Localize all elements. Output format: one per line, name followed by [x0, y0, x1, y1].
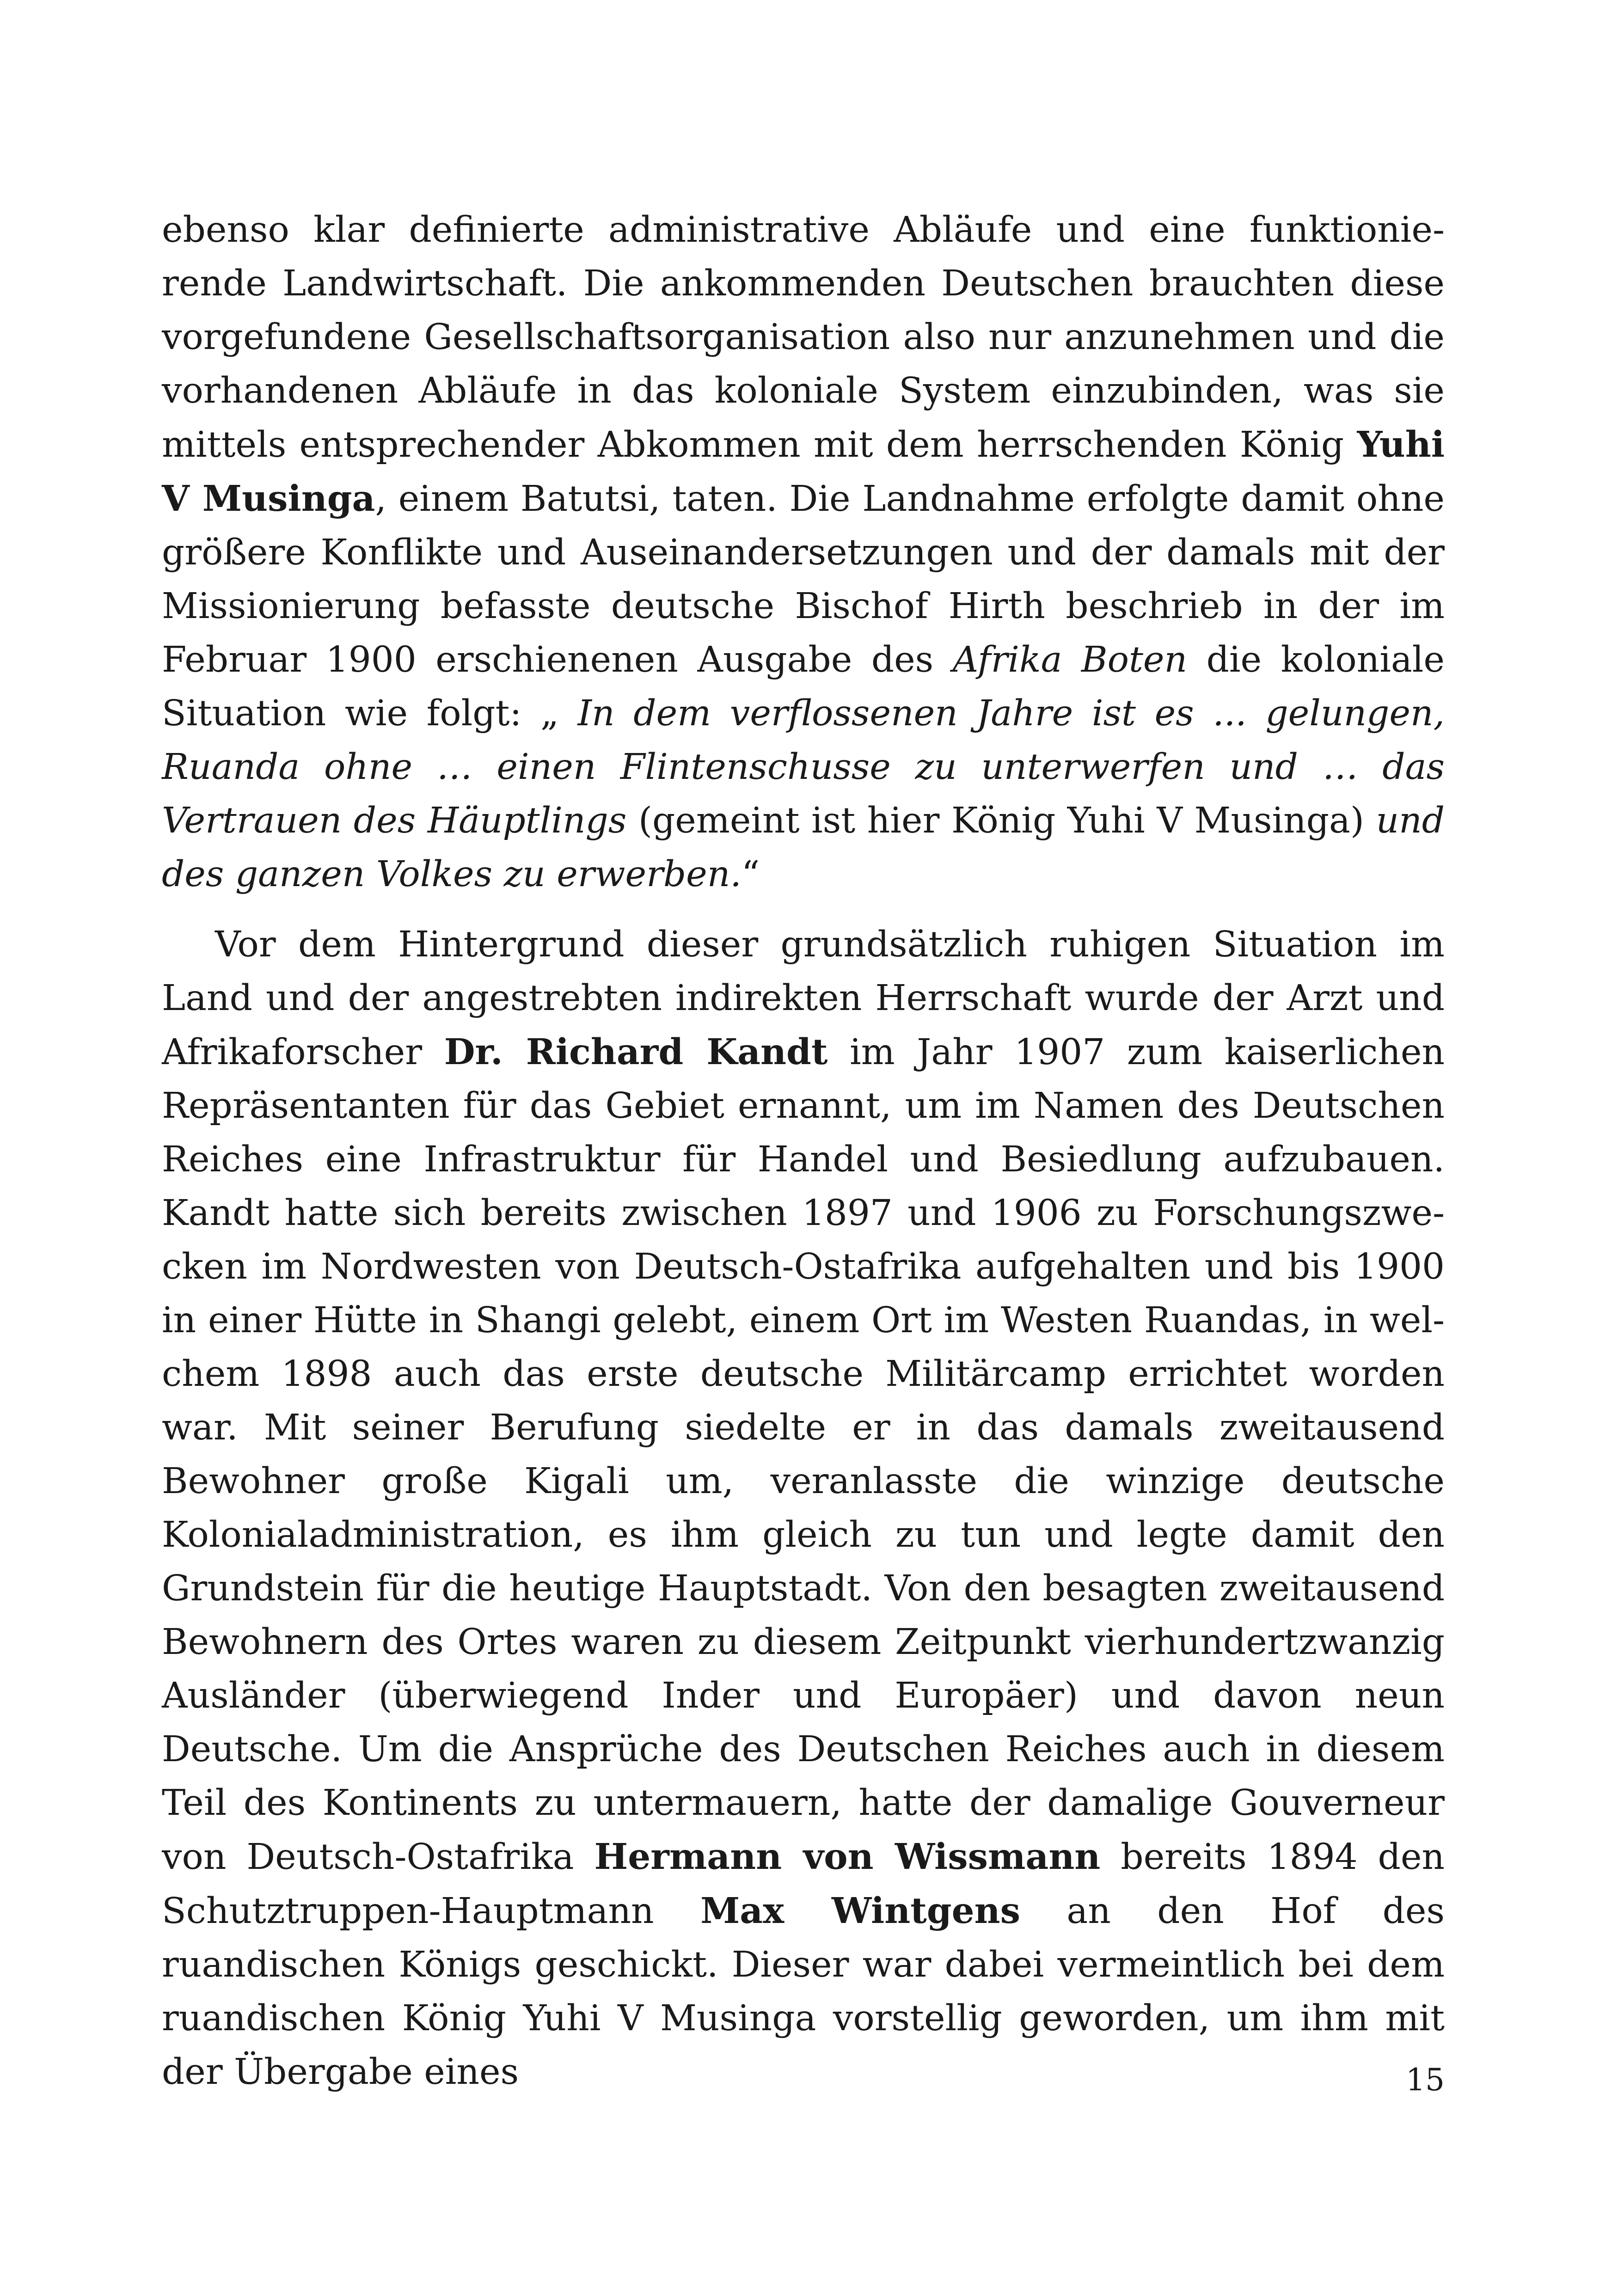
paragraph: [162, 203, 1445, 901]
body-text: [162, 203, 1445, 2099]
bold-name: Max Wintgens: [700, 1890, 1020, 1932]
text-run: (gemeint ist hier König Yuhi V Musinga): [626, 800, 1376, 841]
bold-name: Hermann von Wissmann: [594, 1836, 1101, 1878]
text-run: ebenso klar definierte administrative Abläufe und eine funktionierende Landwirtschaft. Die ankommenden Deutschen brauchten diese vorgefundene Gesellschaftsorganisation also nur anzunehmen und die vorhandenen Abläufe in das koloniale System einzubinden, was sie mittels entsprechender Abkommen mit dem herrschenden König: [162, 209, 1445, 465]
text-run: “: [741, 854, 760, 895]
text-run: Vor dem Hintergrund dieser grundsätzlich ruhigen Situation im Land und der angestrebten indirekten Herrschaft wurde der Arzt und Afrikaforscher: [162, 924, 1445, 1073]
text-run: , einem Batutsi, taten. Die Landnahme erfolgte damit ohne größere Konflikte und Auseinandersetzungen und der damals mit der Missionierung befasste deutsche Bischof Hirth beschrieb in der im Februar 1900 erschienenen Ausgabe des: [162, 478, 1445, 680]
page-number: 15: [1406, 2062, 1445, 2098]
bold-name: Dr. Richard Kandt: [444, 1031, 828, 1073]
italic-title: Afrika Boten: [952, 639, 1188, 680]
text-run: die koloniale Situation wie folgt: „: [162, 639, 1445, 734]
paragraph: [162, 918, 1445, 2099]
text-run: an den Hof des ruandischen Königs geschickt. Dieser war dabei vermeintlich bei dem ruandischen König Yuhi V Musinga vorstellig geworden, um ihm mit der Übergabe eines: [162, 1891, 1445, 2093]
italic-quote: und des ganzen Volkes zu erwerben.: [162, 800, 1445, 895]
text-run: bereits 1894 den Schutztruppen-Hauptmann: [162, 1837, 1445, 1932]
bold-name: Yuhi V Musinga: [162, 424, 1445, 520]
text-run: im Jahr 1907 zum kaiserlichen Repräsentanten für das Gebiet ernannt, um im Namen des Deutschen Reiches eine Infrastruktur für Handel und Besiedlung aufzubauen. Kandt hatte sich bereits zwischen 1897 und 1906 zu Forschungszwecken im Nordwesten von Deutsch-Ostafrika aufgehalten und bis 1900 in einer Hütte in Shangi gelebt, einem Ort im Westen Ruandas, in welchem 1898 auch das erste deutsche Militärcamp errichtet worden war. Mit seiner Berufung siedelte er in das damals zweitausend Bewohner große Kigali um, veranlasste die winzige deutsche Kolonialadministration, es ihm gleich zu tun und legte damit den Grundstein für die heutige Hauptstadt. Von den besagten zweitausend Bewohnern des Ortes waren zu diesem Zeitpunkt vierhundertzwanzig Ausländer (überwiegend Inder und Europäer) und davon neun Deutsche. Um die Ansprüche des Deutschen Reiches auch in diesem Teil des Kontinents zu untermauern, hatte der damalige Gouverneur von Deutsch-Ostafrika: [162, 1032, 1445, 1878]
italic-quote: In dem verflossenen Jahre ist es ... gelungen, Ruanda ohne … einen Flintenschusse zu unterwerfen und … das Vertrauen des Häuptlings: [162, 693, 1445, 841]
